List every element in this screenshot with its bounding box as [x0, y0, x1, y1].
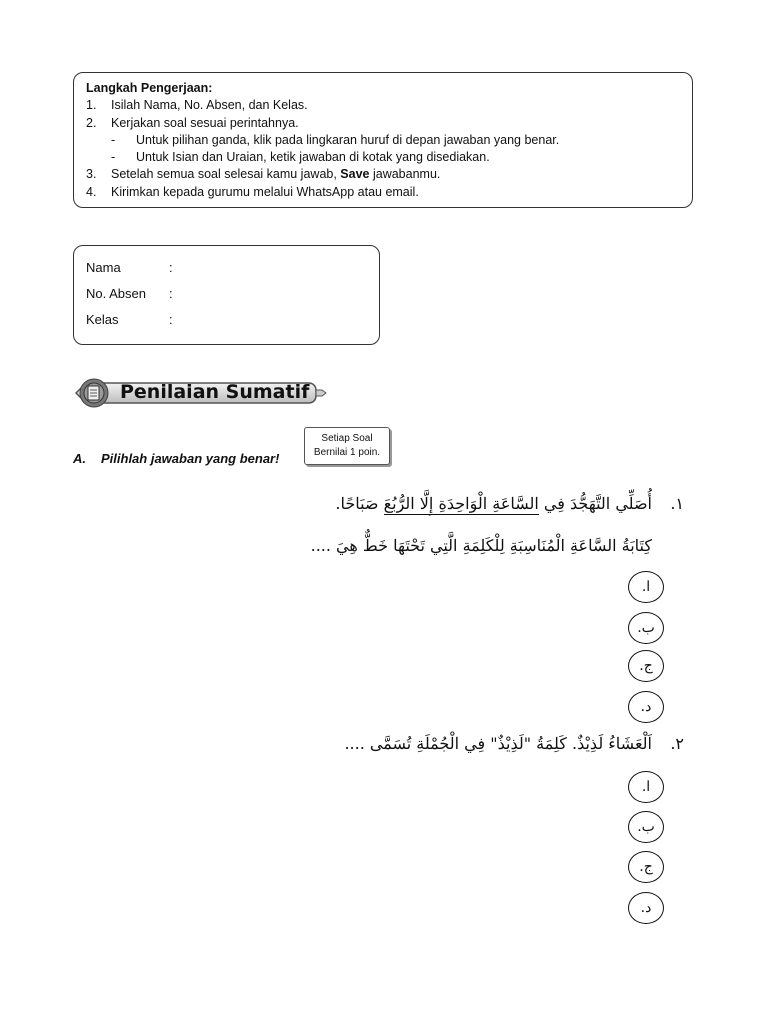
save-emphasis: Save: [340, 167, 370, 182]
question-1-number: ١.: [670, 494, 684, 513]
question-1-line-1: أُصَلِّي التَّهَجُّدَ فِي السَّاعَةِ الْوَاحِدَةِ إِلَّا الرُّبُعَ صَبَاحًا.: [335, 494, 652, 513]
instruction-step-4: 4. Kirimkan kepada gurumu melalui WhatsApp atau email.: [86, 184, 419, 199]
absen-label: No. Absen: [86, 286, 146, 301]
option-circle[interactable]: ج.: [628, 650, 664, 682]
points-note: Setiap Soal Bernilai 1 poin.: [304, 427, 390, 465]
class-field[interactable]: [86, 312, 379, 338]
section-banner: [72, 377, 342, 409]
option-circle[interactable]: ب.: [628, 612, 664, 644]
absen-colon: :: [169, 286, 173, 301]
class-colon: :: [169, 312, 173, 327]
absen-field[interactable]: [86, 286, 379, 312]
instruction-step-2b: - Untuk Isian dan Uraian, ketik jawaban di kotak yang disediakan.: [111, 150, 490, 165]
name-colon: :: [169, 260, 173, 275]
option-circle[interactable]: ب.: [628, 811, 664, 843]
instructions-title: Langkah Pengerjaan:: [86, 81, 213, 95]
option-circle[interactable]: ا.: [628, 571, 664, 603]
banner-title: Penilaian Sumatif: [120, 381, 310, 403]
identity-box: [73, 245, 380, 345]
question-1-underlined: السَّاعَةِ الْوَاحِدَةِ إِلَّا الرُّبُعَ: [383, 494, 539, 513]
section-a-heading: A. Pilihlah jawaban yang benar!: [73, 451, 280, 466]
instruction-step-2: 2. Kerjakan soal sesuai perintahnya.: [86, 115, 299, 130]
question-1-line-2: كِتَابَةُ السَّاعَةِ الْمُنَاسِبَةِ لِلْكَلِمَةِ الَّتِي تَحْتَهَا خَطٌّ هِيَ ....: [310, 536, 652, 555]
question-2-line-1: اَلْعَشَاءُ لَذِيْذٌ. كَلِمَةُ "لَذِيْذٌ" فِي الْجُمْلَةِ تُسَمَّى ....: [344, 734, 652, 753]
option-circle[interactable]: ج.: [628, 851, 664, 883]
class-label: Kelas: [86, 312, 119, 327]
option-circle[interactable]: د.: [628, 892, 664, 924]
name-field[interactable]: [86, 260, 379, 286]
question-2-number: ٢.: [670, 734, 684, 753]
instructions-box: [73, 72, 693, 208]
instruction-step-3: 3. Setelah semua soal selesai kamu jawab, Save jawabanmu.: [86, 167, 441, 182]
instruction-step-2a: - Untuk pilihan ganda, klik pada lingkaran huruf di depan jawaban yang benar.: [111, 132, 560, 147]
name-label: Nama: [86, 260, 121, 275]
option-circle[interactable]: د.: [628, 691, 664, 723]
option-circle[interactable]: ا.: [628, 771, 664, 803]
instruction-step-1: 1. Isilah Nama, No. Absen, dan Kelas.: [86, 98, 308, 113]
